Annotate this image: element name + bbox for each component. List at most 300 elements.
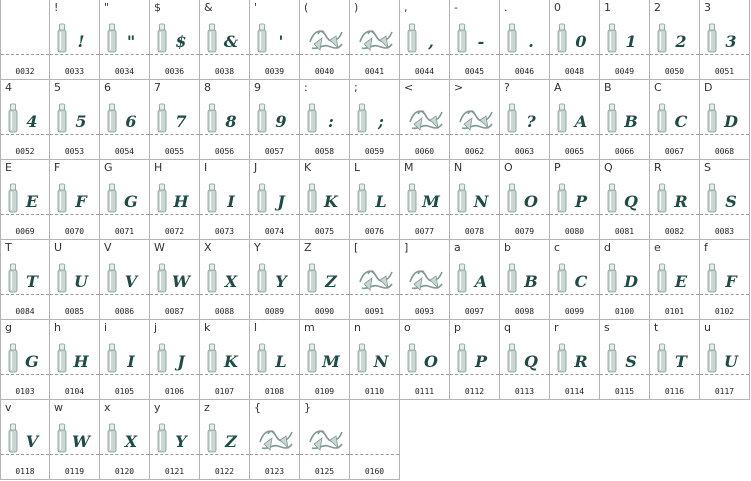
glyph-cell[interactable] bbox=[500, 80, 550, 160]
glyph-character-label: W bbox=[154, 241, 165, 254]
glyph-code-label: 0099 bbox=[564, 307, 585, 316]
glyph-code-label: 0115 bbox=[614, 387, 635, 396]
glyph-preview: , bbox=[428, 32, 434, 51]
glyph-character-label: 3 bbox=[704, 1, 711, 14]
glyph-character-label: P bbox=[554, 161, 561, 174]
glyph-character-label: M bbox=[404, 161, 414, 174]
glyph-code-label: 0046 bbox=[514, 67, 535, 76]
glyph-code-label: 0089 bbox=[264, 307, 285, 316]
glyph-character-label: Y bbox=[254, 241, 261, 254]
glyph-preview: ! bbox=[77, 32, 85, 51]
glyph-character-label: $ bbox=[154, 1, 161, 14]
glyph-cell[interactable] bbox=[50, 80, 100, 160]
glyph-preview: 1 bbox=[625, 32, 637, 51]
glyph-preview: V bbox=[124, 272, 138, 291]
glyph-preview: D bbox=[624, 272, 638, 291]
glyph-preview: H bbox=[73, 352, 89, 371]
glyph-preview: J bbox=[177, 352, 185, 371]
glyph-cell[interactable] bbox=[250, 320, 300, 400]
glyph-preview: F bbox=[725, 272, 737, 291]
glyph-preview: Y bbox=[275, 272, 287, 291]
glyph-preview: . bbox=[528, 32, 534, 51]
glyph-character-label: Q bbox=[604, 161, 613, 174]
glyph-cell[interactable] bbox=[650, 240, 700, 320]
glyph-cell[interactable] bbox=[700, 80, 750, 160]
glyph-cell[interactable] bbox=[400, 80, 450, 160]
glyph-cell[interactable] bbox=[250, 240, 300, 320]
glyph-code-label: 0122 bbox=[214, 467, 235, 476]
glyph-cell[interactable] bbox=[0, 320, 50, 400]
glyph-preview: 6 bbox=[125, 112, 137, 131]
glyph-cell[interactable] bbox=[0, 240, 50, 320]
glyph-code-label: 0052 bbox=[15, 147, 35, 156]
glyph-preview: X bbox=[224, 272, 238, 291]
glyph-character-label: I bbox=[204, 161, 208, 174]
glyph-preview: T bbox=[26, 272, 38, 291]
glyph-code-label: 0063 bbox=[514, 147, 535, 156]
glyph-preview: R bbox=[574, 352, 588, 371]
glyph-preview: S bbox=[725, 192, 737, 211]
glyph-cell[interactable] bbox=[200, 160, 250, 240]
glyph-code-label: 0105 bbox=[114, 387, 135, 396]
glyph-cell[interactable] bbox=[250, 80, 300, 160]
glyph-code-label: 0041 bbox=[364, 67, 385, 76]
glyph-code-label: 0034 bbox=[114, 67, 135, 76]
glyph-cell[interactable] bbox=[150, 80, 200, 160]
glyph-character-label: l bbox=[254, 321, 258, 334]
glyph-cell[interactable] bbox=[150, 320, 200, 400]
glyph-cell[interactable] bbox=[100, 320, 150, 400]
glyph-code-label: 0112 bbox=[464, 387, 485, 396]
glyph-character-label: K bbox=[304, 161, 312, 174]
glyph-code-label: 0066 bbox=[614, 147, 635, 156]
glyph-preview: 4 bbox=[26, 112, 38, 131]
glyph-cell[interactable] bbox=[700, 160, 750, 240]
glyph-cell[interactable] bbox=[250, 160, 300, 240]
glyph-character-label: z bbox=[204, 401, 210, 414]
glyph-cell[interactable] bbox=[400, 320, 450, 400]
glyph-code-label: 0055 bbox=[164, 147, 185, 156]
glyph-character-label: J bbox=[254, 161, 258, 174]
glyph-character-label: m bbox=[304, 321, 315, 334]
glyph-cell[interactable] bbox=[300, 160, 350, 240]
glyph-code-label: 0038 bbox=[214, 67, 235, 76]
baseline-divider bbox=[350, 454, 399, 455]
glyph-code-label: 0114 bbox=[564, 387, 585, 396]
glyph-code-label: 0062 bbox=[464, 147, 485, 156]
glyph-cell[interactable] bbox=[150, 160, 200, 240]
glyph-code-label: 0073 bbox=[214, 227, 235, 236]
glyph-cell[interactable] bbox=[500, 160, 550, 240]
glyph-code-label: 0093 bbox=[414, 307, 435, 316]
glyph-code-label: 0116 bbox=[664, 387, 685, 396]
glyph-preview: A bbox=[574, 112, 588, 131]
glyph-cell[interactable] bbox=[450, 320, 500, 400]
glyph-cell[interactable] bbox=[300, 240, 350, 320]
glyph-code-label: 0076 bbox=[364, 227, 385, 236]
glyph-cell[interactable] bbox=[150, 240, 200, 320]
glyph-code-label: 0090 bbox=[314, 307, 335, 316]
glyph-preview: 7 bbox=[175, 112, 187, 131]
glyph-preview: J bbox=[277, 192, 285, 211]
glyph-character-label: ; bbox=[354, 81, 358, 94]
glyph-character-label: D bbox=[704, 81, 713, 94]
glyph-code-label: 0102 bbox=[714, 307, 735, 316]
glyph-cell[interactable] bbox=[650, 0, 700, 80]
glyph-cell[interactable] bbox=[600, 0, 650, 80]
glyph-code-label: 0059 bbox=[364, 147, 385, 156]
glyph-preview: O bbox=[424, 352, 438, 371]
glyph-character-label: 5 bbox=[54, 81, 61, 94]
glyph-character-label: S bbox=[704, 161, 711, 174]
glyph-preview: H bbox=[173, 192, 189, 211]
glyph-preview: 3 bbox=[725, 32, 737, 51]
glyph-code-label: 0082 bbox=[664, 227, 685, 236]
glyph-cell[interactable] bbox=[0, 0, 50, 80]
glyph-character-label: ? bbox=[504, 81, 510, 94]
glyph-character-label: L bbox=[354, 161, 361, 174]
glyph-code-label: 0118 bbox=[15, 467, 35, 476]
glyph-preview: X bbox=[124, 432, 138, 451]
glyph-preview: P bbox=[474, 352, 488, 371]
glyph-code-label: 0065 bbox=[564, 147, 585, 156]
glyph-code-label: 0106 bbox=[164, 387, 185, 396]
glyph-code-label: 0120 bbox=[114, 467, 135, 476]
glyph-code-label: 0108 bbox=[264, 387, 285, 396]
glyph-code-label: 0085 bbox=[64, 307, 85, 316]
glyph-cell[interactable] bbox=[450, 80, 500, 160]
glyph-code-label: 0044 bbox=[414, 67, 435, 76]
glyph-preview: & bbox=[223, 32, 239, 51]
glyph-cell[interactable] bbox=[300, 0, 350, 80]
glyph-cell[interactable] bbox=[0, 160, 50, 240]
glyph-character-label: d bbox=[604, 241, 611, 254]
glyph-cell[interactable] bbox=[50, 0, 100, 80]
glyph-cell[interactable] bbox=[550, 160, 600, 240]
glyph-preview: U bbox=[724, 352, 738, 371]
glyph-cell[interactable] bbox=[450, 160, 500, 240]
glyph-cell[interactable] bbox=[400, 240, 450, 320]
glyph-cell[interactable] bbox=[650, 80, 700, 160]
glyph-preview: S bbox=[625, 352, 637, 371]
glyph-code-label: 0091 bbox=[364, 307, 385, 316]
glyph-cell[interactable] bbox=[300, 320, 350, 400]
glyph-preview: T bbox=[675, 352, 687, 371]
glyph-cell[interactable] bbox=[0, 400, 50, 480]
glyph-preview: I bbox=[227, 192, 235, 211]
glyph-preview: - bbox=[477, 32, 485, 51]
glyph-code-label: 0097 bbox=[464, 307, 485, 316]
glyph-cell[interactable] bbox=[600, 240, 650, 320]
ornament-glyph-icon bbox=[358, 20, 394, 56]
glyph-cell[interactable] bbox=[550, 320, 600, 400]
glyph-preview: C bbox=[574, 272, 588, 291]
glyph-preview: I bbox=[127, 352, 135, 371]
glyph-cell[interactable] bbox=[550, 80, 600, 160]
glyph-preview: 0 bbox=[575, 32, 587, 51]
glyph-character-label: i bbox=[104, 321, 108, 334]
glyph-cell[interactable] bbox=[700, 240, 750, 320]
glyph-code-label: 0160 bbox=[364, 467, 385, 476]
glyph-preview: 5 bbox=[75, 112, 87, 131]
glyph-code-label: 0053 bbox=[64, 147, 85, 156]
glyph-cell[interactable] bbox=[250, 0, 300, 80]
glyph-character-label: T bbox=[5, 241, 12, 254]
glyph-cell[interactable] bbox=[200, 80, 250, 160]
glyph-code-label: 0075 bbox=[314, 227, 335, 236]
glyph-code-label: 0117 bbox=[714, 387, 735, 396]
glyph-character-label: 4 bbox=[5, 81, 12, 94]
ornament-glyph-icon bbox=[458, 100, 494, 136]
glyph-character-label: 1 bbox=[604, 1, 611, 14]
glyph-character-label: b bbox=[504, 241, 511, 254]
baseline-divider bbox=[1, 54, 49, 55]
glyph-code-label: 0048 bbox=[564, 67, 585, 76]
glyph-code-label: 0123 bbox=[264, 467, 285, 476]
glyph-character-label: k bbox=[204, 321, 211, 334]
glyph-character-label: . bbox=[504, 1, 508, 14]
glyph-cell[interactable] bbox=[350, 80, 400, 160]
ornament-glyph-icon bbox=[358, 260, 394, 296]
glyph-character-label: A bbox=[554, 81, 562, 94]
glyph-preview: C bbox=[674, 112, 688, 131]
glyph-cell[interactable] bbox=[50, 240, 100, 320]
glyph-cell[interactable] bbox=[400, 0, 450, 80]
glyph-character-label: V bbox=[104, 241, 112, 254]
glyph-character-label: 8 bbox=[204, 81, 211, 94]
glyph-preview: 9 bbox=[275, 112, 287, 131]
glyph-cell[interactable] bbox=[450, 240, 500, 320]
glyph-character-label: X bbox=[204, 241, 212, 254]
glyph-character-label: } bbox=[304, 401, 311, 414]
glyph-character-label: B bbox=[604, 81, 612, 94]
glyph-code-label: 0111 bbox=[414, 387, 435, 396]
glyph-preview: A bbox=[474, 272, 488, 291]
glyph-cell[interactable] bbox=[250, 400, 300, 480]
glyph-preview: O bbox=[524, 192, 538, 211]
glyph-code-label: 0121 bbox=[164, 467, 185, 476]
glyph-code-label: 0069 bbox=[15, 227, 35, 236]
glyph-code-label: 0100 bbox=[614, 307, 635, 316]
glyph-character-label: g bbox=[5, 321, 12, 334]
glyph-character-label: { bbox=[254, 401, 261, 414]
glyph-cell[interactable] bbox=[650, 320, 700, 400]
glyph-code-label: 0057 bbox=[264, 147, 285, 156]
glyph-character-label: 7 bbox=[154, 81, 161, 94]
glyph-preview: Y bbox=[175, 432, 187, 451]
glyph-character-label: s bbox=[604, 321, 610, 334]
glyph-code-label: 0036 bbox=[164, 67, 185, 76]
glyph-code-label: 0071 bbox=[114, 227, 135, 236]
glyph-character-label: w bbox=[54, 401, 63, 414]
glyph-code-label: 0049 bbox=[614, 67, 635, 76]
glyph-code-label: 0103 bbox=[15, 387, 35, 396]
glyph-cell[interactable] bbox=[500, 0, 550, 80]
glyph-preview: M bbox=[322, 352, 340, 371]
glyph-preview: Q bbox=[524, 352, 538, 371]
glyph-preview: G bbox=[124, 192, 138, 211]
glyph-cell[interactable] bbox=[100, 240, 150, 320]
glyph-cell[interactable] bbox=[200, 240, 250, 320]
glyph-cell[interactable] bbox=[400, 160, 450, 240]
glyph-preview: K bbox=[224, 352, 238, 371]
glyph-code-label: 0070 bbox=[64, 227, 85, 236]
glyph-cell[interactable] bbox=[450, 0, 500, 80]
glyph-cell[interactable] bbox=[500, 320, 550, 400]
glyph-cell[interactable] bbox=[0, 80, 50, 160]
glyph-preview: G bbox=[25, 352, 39, 371]
glyph-character-label: o bbox=[404, 321, 411, 334]
glyph-cell[interactable] bbox=[350, 240, 400, 320]
glyph-preview: " bbox=[126, 32, 136, 51]
glyph-cell[interactable] bbox=[650, 160, 700, 240]
glyph-code-label: 0060 bbox=[414, 147, 435, 156]
glyph-code-label: 0054 bbox=[114, 147, 135, 156]
glyph-cell[interactable] bbox=[350, 0, 400, 80]
glyph-preview: : bbox=[328, 112, 334, 131]
glyph-cell[interactable] bbox=[600, 320, 650, 400]
glyph-code-label: 0079 bbox=[514, 227, 535, 236]
glyph-code-label: 0078 bbox=[464, 227, 485, 236]
glyph-cell[interactable] bbox=[50, 160, 100, 240]
glyph-code-label: 0051 bbox=[714, 67, 735, 76]
glyph-character-label: < bbox=[404, 81, 414, 94]
glyph-code-label: 0087 bbox=[164, 307, 185, 316]
glyph-preview: B bbox=[524, 272, 538, 291]
glyph-character-label: 0 bbox=[554, 1, 561, 14]
glyph-character-label: 2 bbox=[654, 1, 661, 14]
glyph-code-label: 0098 bbox=[514, 307, 535, 316]
glyph-cell[interactable] bbox=[300, 400, 350, 480]
glyph-preview: E bbox=[25, 192, 39, 211]
glyph-cell[interactable] bbox=[350, 320, 400, 400]
glyph-preview: D bbox=[724, 112, 738, 131]
glyph-character-label: v bbox=[5, 401, 12, 414]
glyph-code-label: 0109 bbox=[314, 387, 335, 396]
glyph-cell[interactable] bbox=[100, 80, 150, 160]
glyph-preview: Z bbox=[225, 432, 237, 451]
glyph-character-label: ( bbox=[304, 1, 309, 14]
glyph-preview: Z bbox=[325, 272, 337, 291]
glyph-cell[interactable] bbox=[200, 0, 250, 80]
glyph-character-label: C bbox=[654, 81, 662, 94]
glyph-code-label: 0088 bbox=[214, 307, 235, 316]
glyph-character-label: F bbox=[54, 161, 61, 174]
glyph-cell[interactable] bbox=[550, 240, 600, 320]
glyph-cell[interactable] bbox=[500, 240, 550, 320]
glyph-cell[interactable] bbox=[600, 160, 650, 240]
glyph-character-label: 6 bbox=[104, 81, 111, 94]
glyph-character-label: t bbox=[654, 321, 659, 334]
glyph-character-label: ! bbox=[54, 1, 59, 14]
glyph-cell[interactable] bbox=[300, 80, 350, 160]
glyph-preview: P bbox=[574, 192, 588, 211]
glyph-character-label: > bbox=[454, 81, 464, 94]
glyph-preview: N bbox=[473, 192, 489, 211]
glyph-preview: ; bbox=[378, 112, 384, 131]
glyph-character-label: O bbox=[504, 161, 513, 174]
glyph-character-label: G bbox=[104, 161, 113, 174]
glyph-character-label: & bbox=[204, 1, 213, 14]
glyph-preview: 2 bbox=[675, 32, 687, 51]
glyph-character-label: j bbox=[154, 321, 158, 334]
glyph-cell[interactable] bbox=[700, 0, 750, 80]
glyph-cell[interactable] bbox=[150, 400, 200, 480]
glyph-code-label: 0110 bbox=[364, 387, 385, 396]
glyph-preview: W bbox=[72, 432, 90, 451]
ornament-glyph-icon bbox=[308, 420, 344, 456]
glyph-preview: 8 bbox=[225, 112, 237, 131]
glyph-code-label: 0033 bbox=[64, 67, 85, 76]
glyph-character-label: c bbox=[554, 241, 561, 254]
glyph-code-label: 0107 bbox=[214, 387, 235, 396]
glyph-cell[interactable] bbox=[100, 160, 150, 240]
glyph-character-label: " bbox=[104, 1, 110, 14]
glyph-code-label: 0050 bbox=[664, 67, 685, 76]
glyph-character-label: a bbox=[454, 241, 461, 254]
glyph-character-label: ' bbox=[254, 1, 258, 14]
glyph-code-label: 0058 bbox=[314, 147, 335, 156]
glyph-character-label: 9 bbox=[254, 81, 261, 94]
glyph-code-label: 0113 bbox=[514, 387, 535, 396]
glyph-character-label: n bbox=[354, 321, 361, 334]
glyph-code-label: 0125 bbox=[314, 467, 335, 476]
glyph-cell[interactable] bbox=[600, 80, 650, 160]
glyph-preview: Q bbox=[624, 192, 638, 211]
glyph-character-label: h bbox=[54, 321, 61, 334]
glyph-preview: $ bbox=[175, 32, 187, 51]
glyph-preview: R bbox=[674, 192, 688, 211]
glyph-code-label: 0056 bbox=[214, 147, 235, 156]
glyph-preview: W bbox=[172, 272, 190, 291]
glyph-code-label: 0074 bbox=[264, 227, 285, 236]
glyph-code-label: 0040 bbox=[314, 67, 335, 76]
glyph-character-label: H bbox=[154, 161, 163, 174]
glyph-cell[interactable] bbox=[100, 400, 150, 480]
glyph-character-label: u bbox=[704, 321, 711, 334]
glyph-character-label: ] bbox=[404, 241, 409, 254]
glyph-cell[interactable] bbox=[50, 400, 100, 480]
glyph-code-label: 0039 bbox=[264, 67, 285, 76]
glyph-character-label: x bbox=[104, 401, 111, 414]
glyph-character-label: y bbox=[154, 401, 161, 414]
glyph-code-label: 0067 bbox=[664, 147, 685, 156]
glyph-character-label: f bbox=[704, 241, 708, 254]
glyph-code-label: 0119 bbox=[64, 467, 85, 476]
glyph-preview: K bbox=[324, 192, 338, 211]
glyph-preview: N bbox=[373, 352, 389, 371]
glyph-preview: L bbox=[275, 352, 287, 371]
glyph-cell[interactable] bbox=[350, 160, 400, 240]
glyph-preview: F bbox=[75, 192, 87, 211]
glyph-character-label: : bbox=[304, 81, 308, 94]
glyph-code-label: 0081 bbox=[614, 227, 635, 236]
glyph-cell[interactable] bbox=[550, 0, 600, 80]
glyph-cell[interactable] bbox=[150, 0, 200, 80]
glyph-cell[interactable] bbox=[50, 320, 100, 400]
glyph-cell[interactable] bbox=[350, 400, 400, 480]
glyph-cell[interactable] bbox=[200, 320, 250, 400]
glyph-cell[interactable] bbox=[200, 400, 250, 480]
glyph-character-label: E bbox=[5, 161, 12, 174]
glyph-character-label: ) bbox=[354, 1, 359, 14]
glyph-cell[interactable] bbox=[700, 320, 750, 400]
glyph-code-label: 0077 bbox=[414, 227, 435, 236]
glyph-preview: V bbox=[25, 432, 39, 451]
glyph-preview: ? bbox=[526, 112, 536, 131]
glyph-code-label: 0086 bbox=[114, 307, 135, 316]
glyph-cell[interactable] bbox=[100, 0, 150, 80]
